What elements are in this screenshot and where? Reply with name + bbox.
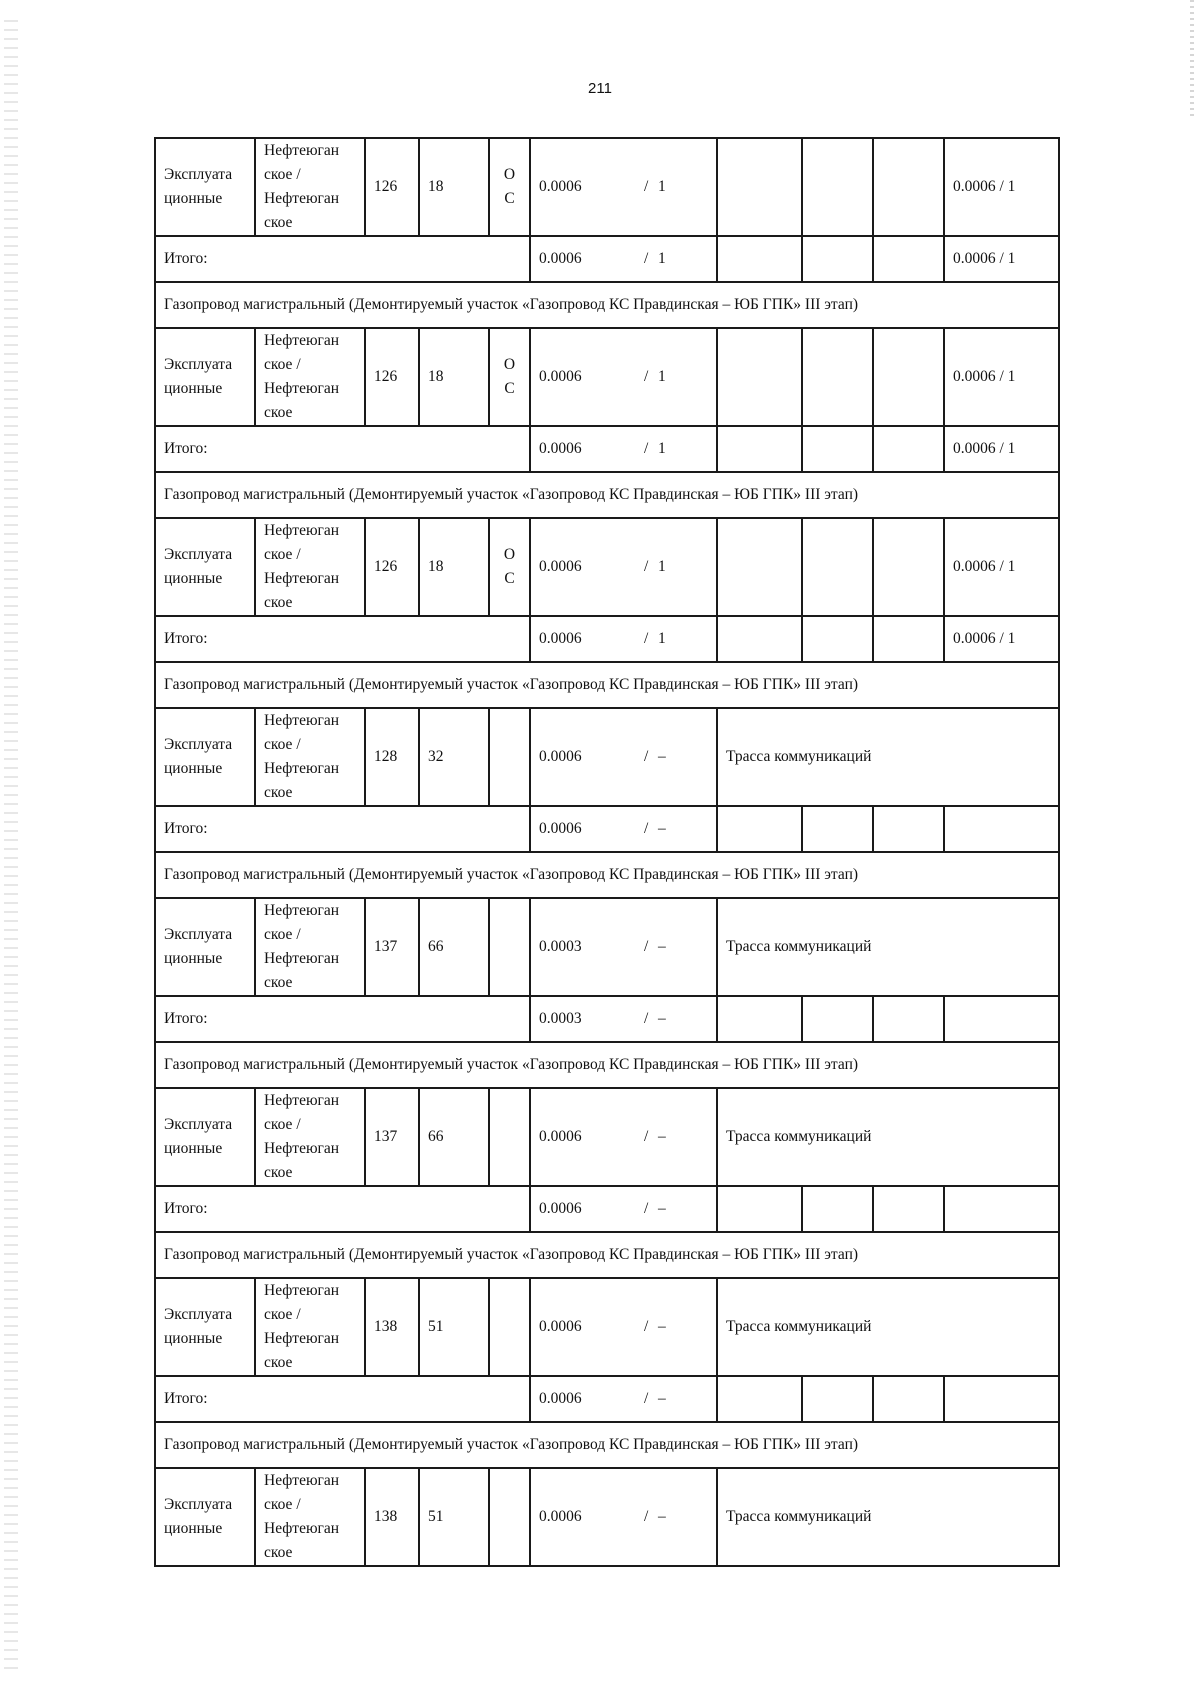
value-count: – bbox=[658, 1128, 666, 1145]
empty-cell bbox=[873, 138, 944, 236]
number-cell: 18 bbox=[419, 328, 489, 426]
scan-edge-artifact bbox=[1190, 0, 1194, 120]
value-separator: / bbox=[644, 1010, 649, 1027]
page-number: 211 bbox=[588, 80, 612, 97]
total-cell bbox=[944, 1186, 1059, 1232]
value-separator: / bbox=[644, 558, 649, 575]
section-heading-row bbox=[155, 1422, 1059, 1468]
note-cell: Трасса коммуникаций bbox=[717, 1088, 1059, 1186]
number-cell: 18 bbox=[419, 518, 489, 616]
category-cell: Эксплуата ционные bbox=[155, 1468, 255, 1566]
table-row bbox=[155, 1278, 1059, 1376]
total-label: Итого: bbox=[155, 426, 530, 472]
value-count: 1 bbox=[658, 440, 666, 457]
value-separator: / bbox=[644, 820, 649, 837]
category-cell: Эксплуата ционные bbox=[155, 1088, 255, 1186]
empty-cell bbox=[717, 236, 802, 282]
total-row bbox=[155, 806, 1059, 852]
total-row bbox=[155, 236, 1059, 282]
empty-cell bbox=[802, 236, 873, 282]
value-count: – bbox=[658, 938, 666, 955]
section-heading: Газопровод магистральный (Демонтируемый участок «Газопровод КС Правдинская – ЮБ ГПК» III этап) bbox=[155, 472, 1059, 518]
table-body bbox=[155, 138, 1059, 1566]
total-cell bbox=[944, 1376, 1059, 1422]
section-heading-row bbox=[155, 282, 1059, 328]
empty-cell bbox=[717, 616, 802, 662]
value-separator: / bbox=[644, 1390, 649, 1407]
number-cell: 126 bbox=[365, 328, 419, 426]
oc-cell bbox=[489, 708, 530, 806]
category-cell: Эксплуата ционные bbox=[155, 138, 255, 236]
oc-cell bbox=[489, 898, 530, 996]
total-cell: 0.0006 / 1 bbox=[944, 616, 1059, 662]
value-count: – bbox=[658, 1010, 666, 1027]
section-heading: Газопровод магистральный (Демонтируемый участок «Газопровод КС Правдинская – ЮБ ГПК» III этап) bbox=[155, 1232, 1059, 1278]
empty-cell bbox=[802, 806, 873, 852]
value-number: 0.0006 bbox=[539, 748, 582, 765]
value-cell bbox=[530, 616, 717, 662]
value-number: 0.0006 bbox=[539, 630, 582, 647]
value-cell bbox=[530, 426, 717, 472]
value-count: 1 bbox=[658, 178, 666, 195]
number-cell: 18 bbox=[419, 138, 489, 236]
number-cell: 66 bbox=[419, 898, 489, 996]
value-cell bbox=[530, 996, 717, 1042]
table-row bbox=[155, 518, 1059, 616]
value-cell bbox=[530, 806, 717, 852]
empty-cell bbox=[873, 1376, 944, 1422]
value-separator: / bbox=[644, 938, 649, 955]
value-separator: / bbox=[644, 630, 649, 647]
total-cell: 0.0006 / 1 bbox=[944, 138, 1059, 236]
scan-edge-artifact bbox=[4, 20, 18, 1670]
section-heading-row bbox=[155, 1232, 1059, 1278]
empty-cell bbox=[873, 328, 944, 426]
value-count: – bbox=[658, 748, 666, 765]
value-number: 0.0006 bbox=[539, 178, 582, 195]
oc-cell: О С bbox=[489, 518, 530, 616]
oc-cell bbox=[489, 1278, 530, 1376]
value-separator: / bbox=[644, 1128, 649, 1145]
value-separator: / bbox=[644, 178, 649, 195]
value-separator: / bbox=[644, 440, 649, 457]
empty-cell bbox=[873, 236, 944, 282]
field-cell: Нефтеюган ское / Нефтеюган ское bbox=[255, 1468, 365, 1566]
value-separator: / bbox=[644, 250, 649, 267]
total-row bbox=[155, 996, 1059, 1042]
number-cell: 66 bbox=[419, 1088, 489, 1186]
value-number: 0.0006 bbox=[539, 1318, 582, 1335]
empty-cell bbox=[802, 426, 873, 472]
total-label: Итого: bbox=[155, 806, 530, 852]
section-heading-row bbox=[155, 662, 1059, 708]
empty-cell bbox=[717, 426, 802, 472]
category-cell: Эксплуата ционные bbox=[155, 898, 255, 996]
value-count: – bbox=[658, 1200, 666, 1217]
value-cell bbox=[530, 518, 717, 616]
total-label: Итого: bbox=[155, 996, 530, 1042]
empty-cell bbox=[873, 426, 944, 472]
value-number: 0.0006 bbox=[539, 1390, 582, 1407]
section-heading: Газопровод магистральный (Демонтируемый участок «Газопровод КС Правдинская – ЮБ ГПК» III этап) bbox=[155, 662, 1059, 708]
empty-cell bbox=[717, 518, 802, 616]
value-number: 0.0006 bbox=[539, 250, 582, 267]
total-cell: 0.0006 / 1 bbox=[944, 426, 1059, 472]
section-heading: Газопровод магистральный (Демонтируемый участок «Газопровод КС Правдинская – ЮБ ГПК» III этап) bbox=[155, 282, 1059, 328]
section-heading-row bbox=[155, 852, 1059, 898]
field-cell: Нефтеюган ское / Нефтеюган ское bbox=[255, 138, 365, 236]
number-cell: 51 bbox=[419, 1278, 489, 1376]
oc-cell bbox=[489, 1468, 530, 1566]
total-cell: 0.0006 / 1 bbox=[944, 328, 1059, 426]
total-row bbox=[155, 616, 1059, 662]
oc-cell: О С bbox=[489, 138, 530, 236]
total-row bbox=[155, 426, 1059, 472]
number-cell: 51 bbox=[419, 1468, 489, 1566]
value-separator: / bbox=[644, 368, 649, 385]
value-cell bbox=[530, 236, 717, 282]
value-cell bbox=[530, 708, 717, 806]
total-label: Итого: bbox=[155, 1376, 530, 1422]
total-cell: 0.0006 / 1 bbox=[944, 236, 1059, 282]
number-cell: 137 bbox=[365, 1088, 419, 1186]
section-heading: Газопровод магистральный (Демонтируемый участок «Газопровод КС Правдинская – ЮБ ГПК» III этап) bbox=[155, 852, 1059, 898]
total-cell: 0.0006 / 1 bbox=[944, 518, 1059, 616]
empty-cell bbox=[802, 616, 873, 662]
note-cell: Трасса коммуникаций bbox=[717, 1468, 1059, 1566]
empty-cell bbox=[717, 1376, 802, 1422]
value-cell bbox=[530, 898, 717, 996]
table-row bbox=[155, 898, 1059, 996]
field-cell: Нефтеюган ское / Нефтеюган ское bbox=[255, 898, 365, 996]
value-number: 0.0006 bbox=[539, 820, 582, 837]
table-row bbox=[155, 138, 1059, 236]
value-separator: / bbox=[644, 1200, 649, 1217]
value-separator: / bbox=[644, 1318, 649, 1335]
empty-cell bbox=[802, 1376, 873, 1422]
empty-cell bbox=[717, 996, 802, 1042]
empty-cell bbox=[802, 518, 873, 616]
category-cell: Эксплуата ционные bbox=[155, 1278, 255, 1376]
value-cell bbox=[530, 1278, 717, 1376]
empty-cell bbox=[873, 806, 944, 852]
value-cell bbox=[530, 1088, 717, 1186]
total-row bbox=[155, 1376, 1059, 1422]
value-number: 0.0006 bbox=[539, 440, 582, 457]
empty-cell bbox=[717, 138, 802, 236]
category-cell: Эксплуата ционные bbox=[155, 328, 255, 426]
value-number: 0.0006 bbox=[539, 1128, 582, 1145]
number-cell: 137 bbox=[365, 898, 419, 996]
table-row bbox=[155, 708, 1059, 806]
number-cell: 126 bbox=[365, 138, 419, 236]
total-label: Итого: bbox=[155, 1186, 530, 1232]
table-row bbox=[155, 328, 1059, 426]
empty-cell bbox=[873, 996, 944, 1042]
total-row bbox=[155, 1186, 1059, 1232]
field-cell: Нефтеюган ское / Нефтеюган ское bbox=[255, 328, 365, 426]
field-cell: Нефтеюган ское / Нефтеюган ское bbox=[255, 518, 365, 616]
field-cell: Нефтеюган ское / Нефтеюган ское bbox=[255, 1088, 365, 1186]
category-cell: Эксплуата ционные bbox=[155, 518, 255, 616]
empty-cell bbox=[873, 518, 944, 616]
value-number: 0.0006 bbox=[539, 1200, 582, 1217]
note-cell: Трасса коммуникаций bbox=[717, 898, 1059, 996]
value-number: 0.0006 bbox=[539, 558, 582, 575]
total-cell bbox=[944, 996, 1059, 1042]
land-plots-table bbox=[154, 137, 1060, 1567]
note-cell: Трасса коммуникаций bbox=[717, 708, 1059, 806]
empty-cell bbox=[717, 1186, 802, 1232]
oc-cell: О С bbox=[489, 328, 530, 426]
empty-cell bbox=[802, 996, 873, 1042]
empty-cell bbox=[717, 328, 802, 426]
empty-cell bbox=[717, 806, 802, 852]
value-count: – bbox=[658, 820, 666, 837]
number-cell: 138 bbox=[365, 1468, 419, 1566]
value-count: 1 bbox=[658, 368, 666, 385]
oc-cell bbox=[489, 1088, 530, 1186]
total-label: Итого: bbox=[155, 616, 530, 662]
total-label: Итого: bbox=[155, 236, 530, 282]
empty-cell bbox=[873, 616, 944, 662]
table-row bbox=[155, 1468, 1059, 1566]
value-count: 1 bbox=[658, 558, 666, 575]
value-number: 0.0003 bbox=[539, 1010, 582, 1027]
value-number: 0.0006 bbox=[539, 1508, 582, 1525]
value-cell bbox=[530, 1468, 717, 1566]
number-cell: 138 bbox=[365, 1278, 419, 1376]
value-cell bbox=[530, 138, 717, 236]
value-cell bbox=[530, 328, 717, 426]
empty-cell bbox=[802, 328, 873, 426]
note-cell: Трасса коммуникаций bbox=[717, 1278, 1059, 1376]
section-heading-row bbox=[155, 472, 1059, 518]
value-count: 1 bbox=[658, 630, 666, 647]
value-cell bbox=[530, 1186, 717, 1232]
category-cell: Эксплуата ционные bbox=[155, 708, 255, 806]
value-separator: / bbox=[644, 748, 649, 765]
value-count: – bbox=[658, 1318, 666, 1335]
value-number: 0.0003 bbox=[539, 938, 582, 955]
section-heading: Газопровод магистральный (Демонтируемый участок «Газопровод КС Правдинская – ЮБ ГПК» III этап) bbox=[155, 1042, 1059, 1088]
number-cell: 128 bbox=[365, 708, 419, 806]
field-cell: Нефтеюган ское / Нефтеюган ское bbox=[255, 1278, 365, 1376]
table-row bbox=[155, 1088, 1059, 1186]
value-count: 1 bbox=[658, 250, 666, 267]
value-separator: / bbox=[644, 1508, 649, 1525]
value-count: – bbox=[658, 1508, 666, 1525]
number-cell: 32 bbox=[419, 708, 489, 806]
section-heading: Газопровод магистральный (Демонтируемый участок «Газопровод КС Правдинская – ЮБ ГПК» III этап) bbox=[155, 1422, 1059, 1468]
value-number: 0.0006 bbox=[539, 368, 582, 385]
empty-cell bbox=[802, 1186, 873, 1232]
value-cell bbox=[530, 1376, 717, 1422]
empty-cell bbox=[802, 138, 873, 236]
value-count: – bbox=[658, 1390, 666, 1407]
number-cell: 126 bbox=[365, 518, 419, 616]
section-heading-row bbox=[155, 1042, 1059, 1088]
total-cell bbox=[944, 806, 1059, 852]
empty-cell bbox=[873, 1186, 944, 1232]
field-cell: Нефтеюган ское / Нефтеюган ское bbox=[255, 708, 365, 806]
